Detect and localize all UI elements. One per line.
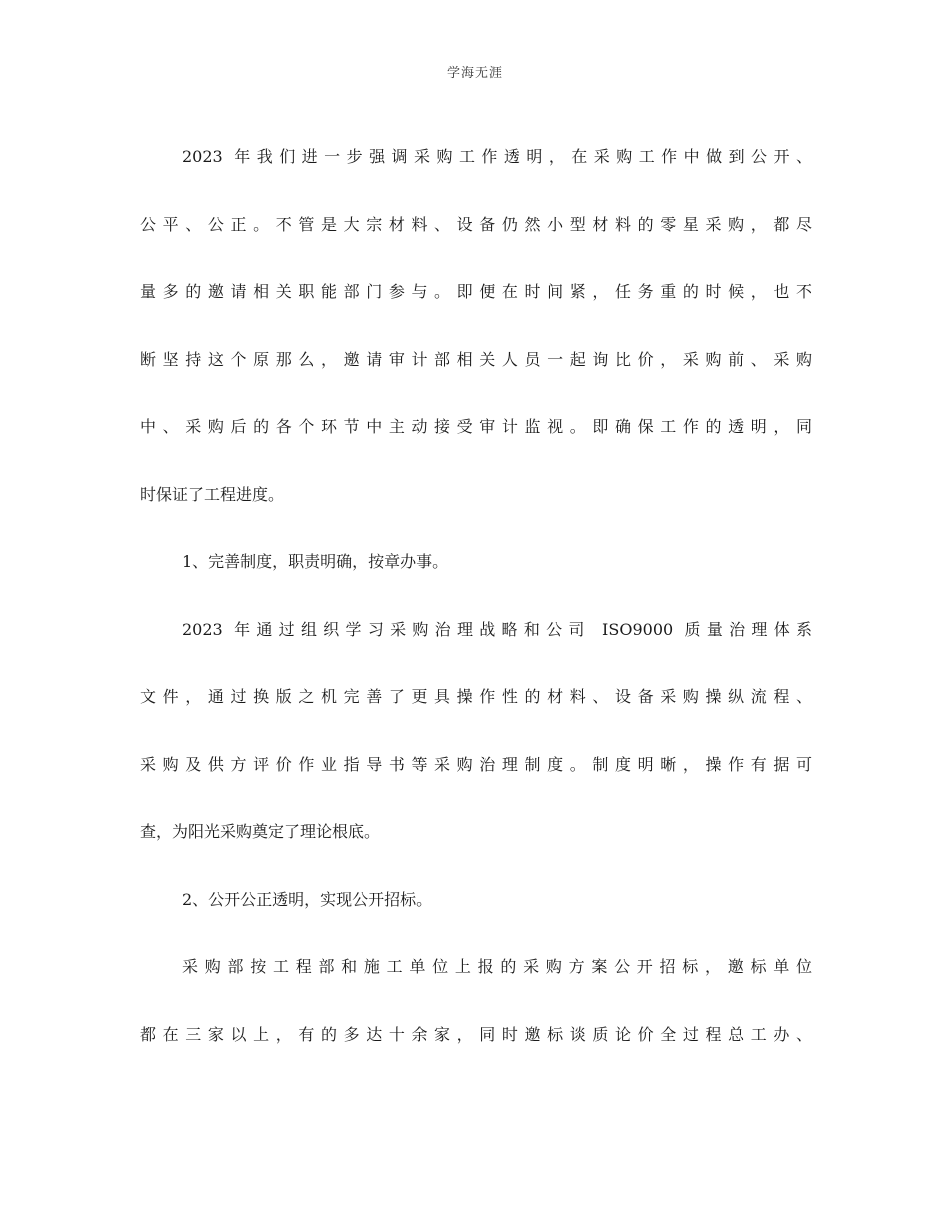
text-line: 采购及供方评价作业指导书等采购治理制度。制度明晰，操作有据可 — [140, 754, 812, 774]
text-line: 中、采购后的各个环节中主动接受审计监视。即确保工作的透明，同 — [140, 417, 812, 436]
text-line: 2023 年我们进一步强调采购工作透明，在采购工作中做到公开、 — [182, 147, 812, 166]
document-body — [140, 140, 812, 1085]
paragraph-system-improvement — [140, 613, 812, 883]
paragraph-open-bidding — [140, 950, 812, 1085]
text-line: 2023 年通过组织学习采购治理战略和公司 ISO9000 质量治理体系 — [182, 619, 812, 639]
text-line: 断坚持这个原那么，邀请审计部相关人员一起询比价，采购前、采购 — [140, 349, 812, 369]
text-line: 时保证了工程进度。 — [140, 484, 285, 504]
text-line: 文件，通过换版之机完善了更具操作性的材料、设备采购操纵流程、 — [140, 687, 812, 706]
text-line: 都在三家以上，有的多达十余家，同时邀标谈质论价全过程总工办、 — [140, 1024, 812, 1044]
paragraph-procurement-transparency — [140, 140, 812, 545]
section-heading-2 — [140, 883, 812, 951]
text-line: 采购部按工程部和施工单位上报的采购方案公开招标，邀标单位 — [182, 957, 812, 976]
text-line: 公平、公正。不管是大宗材料、设备仍然小型材料的零星采购，都尽 — [140, 214, 812, 234]
page-header: 学海无涯 — [446, 66, 503, 81]
section-heading-1 — [140, 545, 812, 613]
text-line: 量多的邀请相关职能部门参与。即便在时间紧，任务重的时候，也不 — [140, 282, 812, 301]
text-line: 查，为阳光采购奠定了理论根底。 — [140, 822, 381, 841]
heading-text: 1、完善制度，职责明确，按章办事。 — [182, 552, 449, 571]
heading-text: 2、公开公正透明，实现公开招标。 — [182, 889, 433, 909]
